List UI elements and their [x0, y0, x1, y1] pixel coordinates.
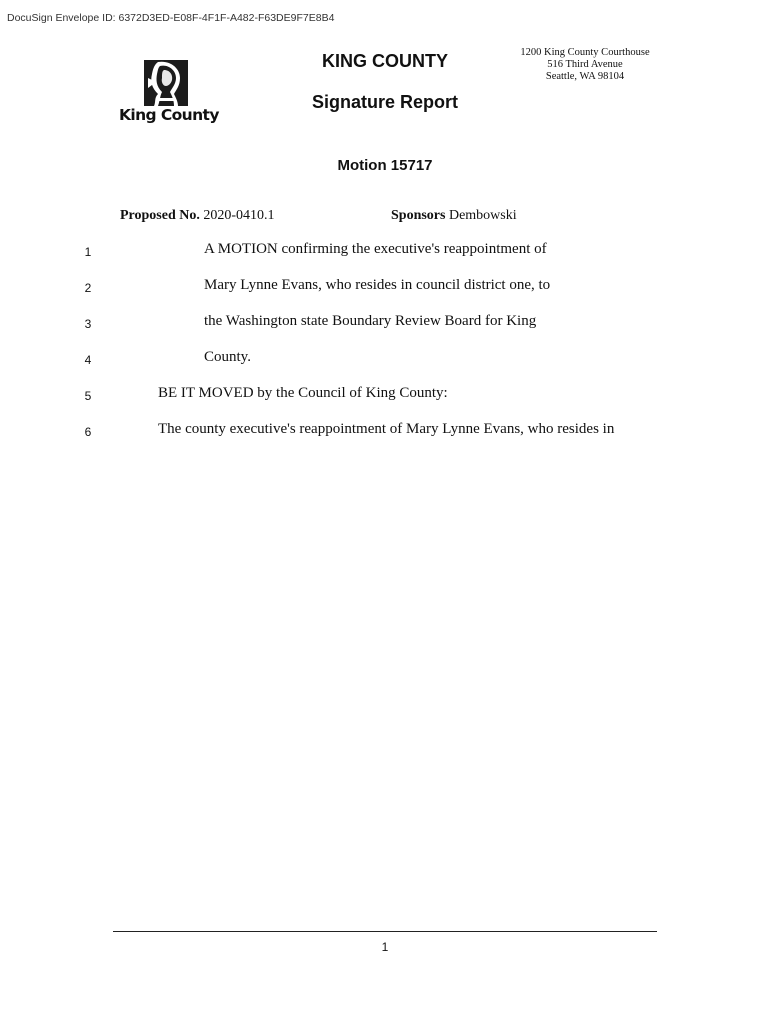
line-text: the Washington state Boundary Review Board for King [204, 313, 537, 329]
address-line: 516 Third Avenue [547, 59, 623, 70]
address-line: Seattle, WA 98104 [545, 71, 625, 82]
motion-title: Motion 15717 [337, 157, 433, 174]
address-line: 1200 King County Courthouse [520, 47, 650, 58]
report-title: Signature Report [311, 92, 458, 112]
line-text: County. [204, 349, 251, 365]
proposed-number [120, 208, 275, 224]
sponsors-label: Sponsors [391, 208, 446, 223]
address-block [505, 47, 665, 83]
line-number: 2 [84, 281, 92, 295]
line-text: The county executive's reappointment of Mary Lynne Evans, who resides in [158, 421, 615, 437]
line-text: BE IT MOVED by the Council of King County: [158, 385, 448, 401]
page-number: 1 [381, 940, 389, 954]
sponsors [391, 208, 517, 224]
line-number: 5 [84, 389, 92, 403]
line-number: 3 [84, 317, 92, 331]
sponsors-value: Dembowski [448, 208, 517, 223]
proposed-label: Proposed No. [120, 208, 200, 223]
footer-divider [113, 931, 657, 932]
envelope-id: DocuSign Envelope ID: 6372D3ED-E08F-4F1F-A482-F63DE9F7E8B4 [7, 12, 335, 24]
logo-wordmark: King County [119, 106, 219, 124]
line-text: A MOTION confirming the executive's reappointment of [204, 241, 547, 257]
line-number: 1 [84, 245, 92, 259]
line-number: 6 [84, 425, 92, 439]
org-name: KING COUNTY [322, 51, 448, 71]
proposed-value: 2020-0410.1 [203, 208, 275, 223]
line-number: 4 [84, 353, 92, 367]
line-text: Mary Lynne Evans, who resides in council district one, to [204, 277, 551, 293]
